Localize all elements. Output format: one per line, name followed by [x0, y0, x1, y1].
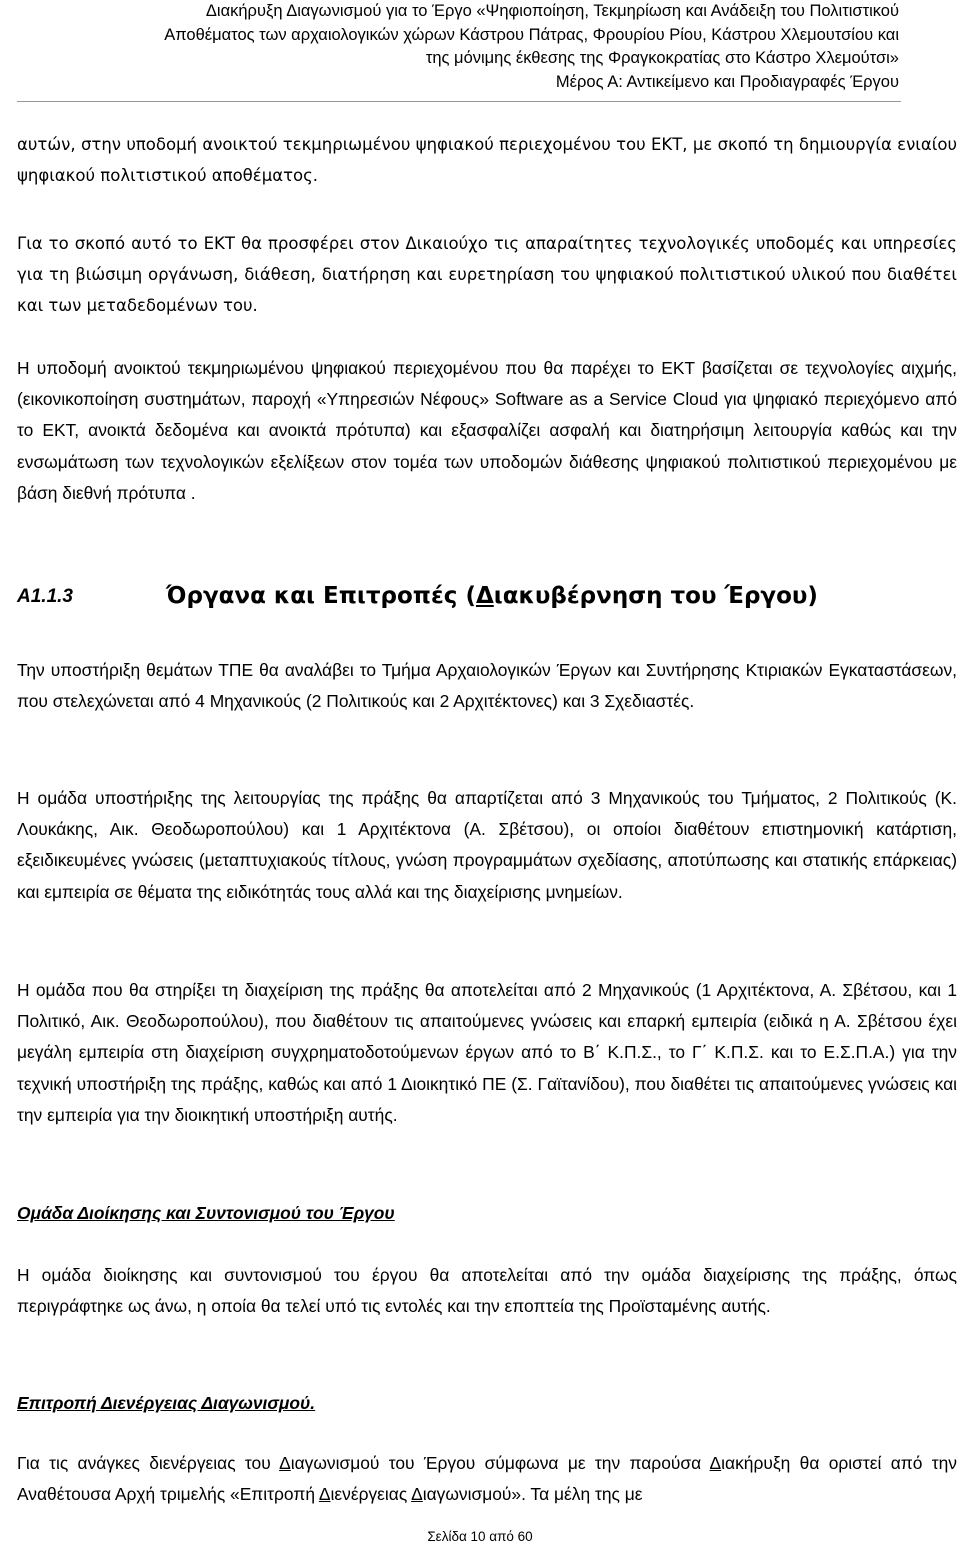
paragraph-2: Για το σκοπό αυτό το ΕΚΤ θα προσφέρει στον Δικαιούχο τις απαραίτητες τεχνολογικές υποδομές και υπηρεσίες για τη βιώσιμη οργάνωση, διάθεση, διατήρηση και ευρετηρίαση του ψηφιακού πολιτιστικού υλικού που διαθέτει και των μεταδεδομένων του.	[17, 234, 957, 316]
subheading-tender-committee: Επιτροπή Διενέργειας Διαγωνισμού.	[17, 1393, 316, 1413]
section-title-part: Όργανα και Επιτροπές (	[166, 583, 476, 609]
paragraph-7: Η ομάδα διοίκησης και συντονισμού του έργου θα αποτελείται από την ομάδα διαχείρισης της πράξης, όπως περιγράφτηκε ως άνω, η οποία θα τελεί υπό τις εντολές και την εποπτεία της Προϊσταμένης αυτής.	[17, 1265, 957, 1317]
text-run: Δ	[709, 1453, 722, 1473]
section-title-part: ιακυβέρνηση του Έργου)	[493, 583, 818, 609]
text-run: ιακήρυξη θα οριστεί από την Αναθέτουσα Αρχή τριμελής «Επιτροπή	[17, 1453, 957, 1505]
paragraph-6: Η ομάδα που θα στηρίξει τη διαχείριση της πράξης θα αποτελείται από 2 Μηχανικούς (1 Αρχιτέκτονα, Α. Σβέτσου, και 1 Πολιτικό, Αικ. Θεοδωροπούλου), που διαθέτουν τις απαιτούμενες γνώσεις και επαρκή εμπειρία (ειδικά η Α. Σβέτσου έχει μεγάλη εμπειρία στη διαχείριση συγχρηματοδοτούμενων έργων από το Β΄ Κ.Π.Σ., το Γ΄ Κ.Π.Σ. και το Ε.Σ.Π.Α.) για την τεχνική υποστήριξη της πράξης, καθώς και από 1 Διοικητικό ΠΕ (Σ. Γαϊτανίδου), που διαθέτει τις απαιτούμενες γνώσεις και την εμπειρία για την διοικητική υποστήριξη αυτής.	[17, 980, 957, 1125]
header-line-1: Διακήρυξη Διαγωνισμού για το Έργο «Ψηφιοποίηση, Τεκμηρίωση και Ανάδειξη του Πολιτιστικού	[205, 2, 899, 20]
header-line-2: Αποθέματος των αρχαιολογικών χώρων Κάστρου Πάτρας, Φρουρίου Ρίου, Κάστρου Χλεμουτσίου και	[164, 25, 899, 44]
paragraph-3: Η υποδομή ανοικτού τεκμηριωμένου ψηφιακού περιεχομένου που θα παρέχει το ΕΚΤ βασίζεται σε τεχνολογίες αιχμής, (εικονικοποίηση συστημάτων, παροχή «Υπηρεσιών Νέφους» Software as a Service Cloud για ψηφιακό περιεχόμενο από το ΕΚΤ, ανοικτά δεδομένα και ανοικτά πρότυπα) και εξασφαλίζει ασφαλή και διατηρήσιμη λειτουργία καθώς και την ενσωμάτωση των τεχνολογικών εξελίξεων στον τομέα των υποδομών διάθεσης ψηφιακού πολιτιστικού περιεχομένου με βάση διεθνή πρότυπα .	[17, 358, 957, 503]
section-title-part: Δ	[475, 583, 494, 609]
text-run: ιαγωνισμού του Έργου σύμφωνα με την παρούσα	[290, 1453, 710, 1473]
page-header	[19, 0, 899, 94]
page-number: Σελίδα 10 από 60	[427, 1529, 533, 1544]
text-run: Δ	[279, 1453, 291, 1473]
section-number: Α1.1.3	[17, 586, 73, 607]
paragraph-5: Η ομάδα υποστήριξης της λειτουργίας της πράξης θα απαρτίζεται από 3 Μηχανικούς του Τμήματος, 2 Πολιτικούς (Κ. Λουκάκης, Αικ. Θεοδωροπούλου) και 1 Αρχιτέκτονα (Α. Σβέτσου), οι οποίοι διαθέτουν επιστημονική κατάρτιση, εξειδικευμένες γνώσεις (μεταπτυχιακούς τίτλους, γνώση προγραμμάτων σχεδίασης, αποτύπωσης και στατικής επάρκειας) και εμπειρία σε θέματα της ειδικότητάς τους αλλά και της διαχείρισης μνημείων.	[17, 788, 957, 902]
subheading-management-team: Ομάδα Διοίκησης και Συντονισμού του Έργου	[17, 1203, 395, 1223]
text-run: Δ	[318, 1484, 331, 1505]
text-run: ιενέργειας	[330, 1484, 412, 1505]
header-line-3: της μόνιμης έκθεσης της Φραγκοκρατίας στο Κάστρο Χλεμούτσι»	[425, 49, 899, 67]
paragraph-4: Την υποστήριξη θεμάτων ΤΠΕ θα αναλάβει το Τμήμα Αρχαιολογικών Έργων και Συντήρησης Κτιριακών Εγκαταστάσεων, που στελεχώνεται από 4 Μηχανικούς (2 Πολιτικούς και 2 Αρχιτέκτονες) και 3 Σχεδιαστές.	[17, 660, 957, 712]
header-divider	[17, 101, 901, 102]
paragraph-8	[17, 1448, 957, 1510]
paragraph-1: αυτών, στην υποδομή ανοικτού τεκμηριωμένου ψηφιακού περιεχομένου του ΕΚΤ, με σκοπό τη δημιουργία ενιαίου ψηφιακού πολιτιστικού αποθέματος.	[17, 135, 957, 186]
section-title	[166, 580, 818, 612]
text-run: Δ	[411, 1484, 423, 1505]
text-run: Για τις ανάγκες διενέργειας του	[17, 1453, 280, 1473]
text-run: ιαγωνισμού». Τα μέλη της με	[422, 1484, 643, 1505]
header-line-4: Μέρος Α: Αντικείμενο και Προδιαγραφές Έργου	[555, 72, 899, 91]
